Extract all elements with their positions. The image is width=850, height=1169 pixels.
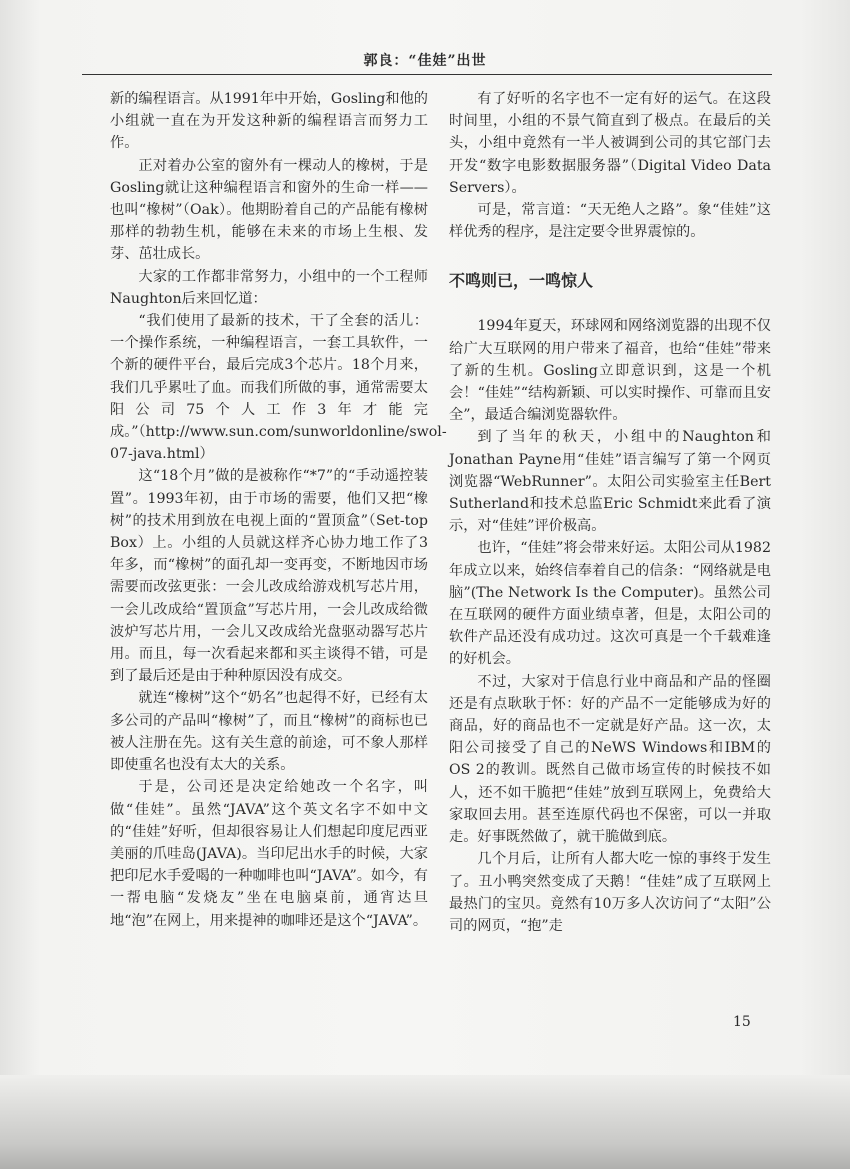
paragraph: 就连“橡树”这个“奶名”也起得不好，已经有太多公司的产品叫“橡树”了，而且“橡树”的商标也已被人注册在先。这有关生意的前途，可不象人那样即使重名也没有太大的关系。 <box>110 690 428 774</box>
paragraph: 可是，常言道：“天无绝人之路”。象“佳娃”这样优秀的程序，是注定要令世界震惊的。 <box>449 202 771 241</box>
right-column <box>449 88 771 937</box>
paragraph: 也许，“佳娃”将会带来好运。太阳公司从1982年成立以来，始终信奉着自己的信条：“网络就是电脑”(The Network Is the Computer)。虽然公司在互联网的硬件方面业绩卓著，但是，太阳公司的软件产品还没有成功过。这次可真是一个千载难逢的好机会。 <box>449 540 771 668</box>
paragraph: 大家的工作都非常努力，小组中的一个工程师Naughton后来回忆道： <box>110 268 428 307</box>
page-number: 15 <box>733 1014 751 1030</box>
running-header: 郭良：“佳娃”出世 <box>363 53 487 69</box>
paragraph: 新的编程语言。从1991年中开始，Gosling和他的小组就一直在为开发这种新的编程语言而努力工作。 <box>110 91 428 152</box>
paragraph: 到了当年的秋天，小组中的Naughton和Jonathan Payne用“佳娃”语言编写了第一个网页浏览器“WebRunner”。太阳公司实验室主任Bert Sutherland和技术总监Eric Schmidt来此看了演示，对“佳娃”评价极高。 <box>449 429 771 535</box>
page-shadow <box>0 1075 850 1169</box>
left-column <box>110 88 447 932</box>
header-rule <box>82 74 772 75</box>
paragraph: 正对着办公室的窗外有一棵动人的橡树，于是Gosling就让这种编程语言和窗外的生命一样——也叫“橡树”（Oak）。他期盼着自己的产品能有橡树那样的勃勃生机，能够在未来的市场上生根、发芽、茁壮成长。 <box>110 157 428 263</box>
paragraph: 于是，公司还是决定给她改一个名字，叫做“佳娃”。虽然“JAVA”这个英文名字不如中文的“佳娃”好听，但却很容易让人们想起印度尼西亚美丽的爪哇岛(JAVA)。当印尼出水手的时候，大家把印尼水手爱喝的一种咖啡也叫“JAVA”。如今，有一帮电脑“发烧友”坐在电脑桌前，通宵达旦地“泡”在网上，用来提神的咖啡还是这个“JAVA”。 <box>110 779 428 929</box>
section-heading: 不鸣则已，一鸣惊人 <box>449 271 594 291</box>
quote-paragraph: “我们使用了最新的技术，干了全套的活儿：一个操作系统，一种编程语言，一套工具软件，一个新的硬件平台，最后完成3个芯片。18个月来，我们几乎累吐了血。而我们所做的事，通常需要太阳公司75个人工作3年才能完成。”（http://www.sun.com/sunworldonline/swol-07-java.html） <box>110 313 447 463</box>
paragraph: 几个月后，让所有人都大吃一惊的事终于发生了。丑小鸭突然变成了天鹅！“佳娃”成了互联网上最热门的宝贝。竟然有10万多人次访问了“太阳”公司的网页，“抱”走 <box>449 851 771 934</box>
paragraph: 不过，大家对于信息行业中商品和产品的怪圈还是有点耿耿于怀：好的产品不一定能够成为好的商品，好的商品也不一定就是好产品。这一次，太阳公司接受了自己的NeWS Windows和IBM的OS 2的教训。既然自己做市场宣传的时候技不如人，还不如干脆把“佳娃”放到互联网上，免费给大家取回去用。甚至连原代码也不保密，可以一并取走。好事既然做了，就干脆做到底。 <box>449 673 771 846</box>
paragraph: 有了好听的名字也不一定有好的运气。在这段时间里，小组的不景气简直到了极点。在最后的关头，小组中竟然有一半人被调到公司的其它部门去开发“数字电影数据服务器”（Digital Video Data Servers）。 <box>449 91 771 196</box>
paragraph: 1994年夏天，环球网和网络浏览器的出现不仅给广大互联网的用户带来了福音，也给“佳娃”带来了新的生机。Gosling立即意识到，这是一个机会！“佳娃”“结构新颖、可以实时操作、可靠而且安全”，最适合编浏览器软件。 <box>449 318 771 424</box>
paragraph: 这“18个月”做的是被称作“*7”的“手动遥控装置”。1993年初，由于市场的需要，他们又把“橡树”的技术用到放在电视上面的“置顶盒”（Set-top Box）上。小组的人员就这样齐心协力地工作了3年多，而“橡树”的面孔却一变再变，不断地因市场需要而改弦更张：一会儿改成给游戏机写芯片用，一会儿改成给“置顶盒”写芯片用，一会儿改成给微波炉写芯片用，一会儿又改成给光盘驱动器写芯片用。而且，每一次看起来都和买主谈得不错，可是到了最后还是由于种种原因没有成交。 <box>110 468 428 685</box>
